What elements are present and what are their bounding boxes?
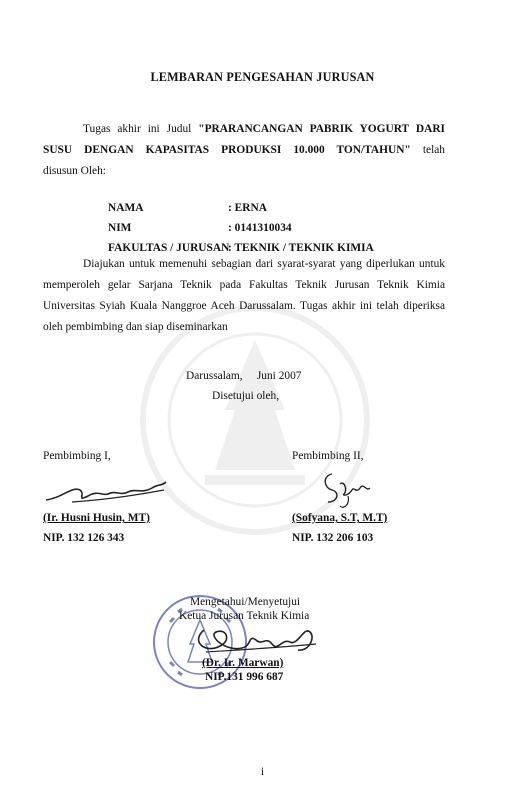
student-label: FAKULTAS / JURUSAN — [108, 242, 230, 254]
student-value: : 0141310034 — [228, 222, 292, 234]
head-approval-line: Mengetahui/Menyetujui — [190, 596, 301, 608]
head-nip: NIP.131 996 687 — [205, 671, 284, 683]
student-label: NAMA — [108, 202, 144, 214]
page-title: LEMBARAN PENGESAHAN JURUSAN — [150, 70, 375, 84]
intro-line-1 — [43, 119, 445, 140]
student-value: : TEKNIK / TEKNIK KIMIA — [228, 242, 374, 254]
supervisor2-nip: NIP. 132 206 103 — [292, 532, 374, 544]
intro-paragraph — [43, 119, 445, 182]
statement-line-2: memperoleh gelar Sarjana Teknik pada Fakultas Teknik Jurusan Teknik Kimia — [43, 279, 445, 291]
intro-line-2 — [43, 140, 445, 161]
place-date: Darussalam, Juni 2007 — [186, 370, 302, 382]
intro-prefix: Tugas akhir ini Judul — [83, 123, 199, 135]
supervisor1-nip: NIP. 132 126 343 — [43, 532, 125, 544]
supervisor2-role: Pembimbing II, — [292, 450, 364, 462]
student-info — [108, 198, 374, 258]
head-title: Ketua Jurusan Teknik Kimia — [179, 610, 310, 622]
approved-by: Disetujui oleh, — [212, 390, 280, 402]
student-value: : ERNA — [228, 202, 267, 214]
supervisor1-role: Pembimbing I, — [43, 450, 111, 462]
statement-paragraph — [43, 254, 445, 338]
supervisor2-signature — [318, 466, 378, 512]
statement-line-1: Diajukan untuk memenuhi sebagian dari syarat-syarat yang diperlukan untuk — [83, 258, 445, 270]
statement-line-3: Universitas Syiah Kuala Nanggroe Aceh Darussalam. Tugas akhir ini telah diperiksa — [43, 300, 445, 312]
intro-line-3: disusun Oleh: — [43, 165, 106, 177]
supervisor1-signature — [42, 474, 172, 508]
student-row-name — [108, 198, 374, 218]
thesis-title-part-1: "PRARANCANGAN PABRIK YOGURT DARI — [198, 123, 445, 135]
student-row-nim — [108, 218, 374, 238]
head-name: (Dr. Ir. Marwan) — [202, 657, 284, 669]
supervisor2-name: (Sofyana, S.T, M.T) — [292, 512, 388, 524]
student-label: NIM — [108, 222, 132, 234]
supervisor1-name: (Ir. Husni Husin, MT) — [43, 512, 150, 524]
intro-suffix: telah — [410, 144, 445, 156]
thesis-title-part-2: SUSU DENGAN KAPASITAS PRODUKSI 10.000 TON/TAHUN" — [43, 144, 411, 156]
page-number: i — [260, 766, 265, 778]
statement-line-4: oleh pembimbing dan siap diseminarkan — [43, 321, 228, 333]
